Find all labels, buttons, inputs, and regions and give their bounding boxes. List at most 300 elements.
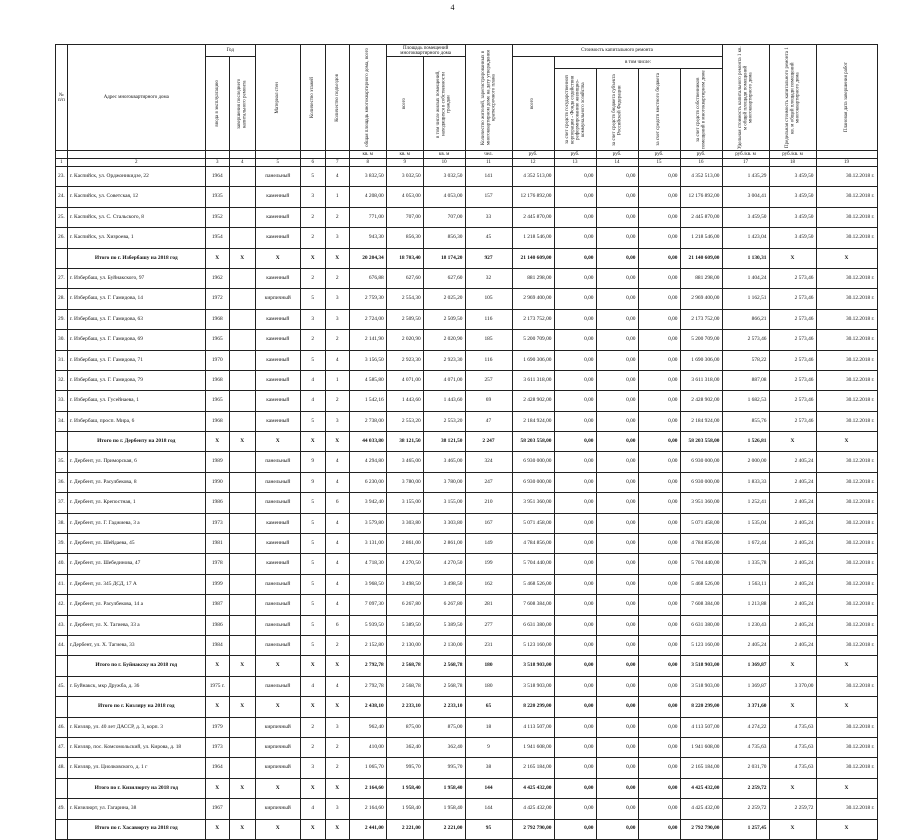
header-cost-total: всего	[512, 57, 554, 151]
table-cell: 2 792,78	[349, 676, 386, 696]
table-cell	[56, 819, 68, 839]
table-cell: 2 405,24	[769, 534, 816, 554]
table-cell: 0,00	[554, 676, 596, 696]
table-cell: 0,00	[596, 574, 638, 594]
column-number-cell: 17	[722, 159, 769, 167]
table-cell: 4 735,63	[769, 758, 816, 778]
table-cell: 2 020,90	[386, 330, 423, 350]
table-cell: 2 259,72	[722, 778, 769, 798]
unit-cell	[56, 151, 68, 159]
table-cell: 3 032,50	[386, 167, 423, 187]
table-cell: 0,00	[554, 574, 596, 594]
table-cell: 3 832,50	[349, 167, 386, 187]
table-row	[56, 574, 878, 594]
table-cell: 2 573,46	[769, 330, 816, 350]
table-cell: 3 518 903,00	[512, 676, 554, 696]
table-cell: кирпичный	[255, 737, 300, 757]
table-cell: 1935	[205, 187, 229, 207]
table-cell: 0,00	[596, 411, 638, 431]
table-cell: 30.12.2018 г.	[816, 350, 877, 370]
table-cell: 362,40	[386, 737, 423, 757]
table-row	[56, 309, 878, 329]
column-number-cell: 19	[816, 159, 877, 167]
table-cell: 5	[300, 411, 325, 431]
table-cell: 3	[325, 228, 349, 248]
table-cell: 1 162,51	[722, 289, 769, 309]
table-cell: 43.	[56, 615, 68, 635]
table-cell: 3	[300, 309, 325, 329]
table-cell: 38 121,50	[386, 432, 423, 452]
table-cell	[229, 534, 255, 554]
table-cell: 2 509,50	[423, 309, 465, 329]
table-cell: 887,08	[722, 370, 769, 390]
table-cell: 2 509,50	[386, 309, 423, 329]
table-cell: 30.12.2018 г.	[816, 554, 877, 574]
table-cell: 3 303,80	[386, 513, 423, 533]
subtotal-row	[56, 432, 878, 452]
column-number-cell: 1	[56, 159, 68, 167]
table-cell: 33	[465, 207, 512, 227]
table-cell: 4 071,00	[386, 370, 423, 390]
table-cell: 1972	[205, 289, 229, 309]
table-cell: 2 573,46	[769, 268, 816, 288]
table-cell: 95	[465, 819, 512, 839]
table-cell: 1954	[205, 228, 229, 248]
table-cell: 856,30	[423, 228, 465, 248]
table-cell: 9	[465, 737, 512, 757]
table-cell: 6 230,00	[349, 472, 386, 492]
table-cell: 0,00	[596, 350, 638, 370]
table-cell: 30.12.2018 г.	[816, 411, 877, 431]
table-cell: 69	[465, 391, 512, 411]
table-cell: 3 459,50	[769, 167, 816, 187]
table-cell: X	[229, 778, 255, 798]
table-cell: 1962	[205, 268, 229, 288]
table-cell: 0,00	[554, 167, 596, 187]
table-cell: 2 031,70	[722, 758, 769, 778]
table-cell: 36.	[56, 472, 68, 492]
table-row	[56, 228, 878, 248]
table-cell: 5	[300, 167, 325, 187]
table-cell	[229, 615, 255, 635]
table-cell: 3 156,50	[349, 350, 386, 370]
table-cell	[229, 513, 255, 533]
table-cell: 0,00	[638, 656, 680, 676]
table-row	[56, 289, 878, 309]
table-cell: 0,00	[638, 554, 680, 574]
table-row	[56, 595, 878, 615]
table-cell: 1975 г.	[205, 676, 229, 696]
table-cell: 0,00	[596, 187, 638, 207]
table-cell: 1 252,41	[722, 493, 769, 513]
address-cell: г. Буйнакск, мкр Дружба, д. 36	[67, 676, 205, 696]
table-cell: 1 690 306,00	[512, 350, 554, 370]
table-row	[56, 513, 878, 533]
table-cell: 2	[325, 391, 349, 411]
table-cell: 4 294,80	[349, 452, 386, 472]
table-cell: X	[255, 697, 300, 717]
header-unit-cost: Удельная стоимость капитального ремонта 1 кв. м общей площади помещений многоквартирного дома	[722, 45, 769, 151]
unit-cell: руб.	[554, 151, 596, 159]
address-cell: Итого по г. Избербашу на 2018 год	[67, 248, 205, 268]
table-row	[56, 350, 878, 370]
table-cell: 30.12.2018 г.	[816, 717, 877, 737]
header-address: Адрес многоквартирного дома	[67, 45, 205, 151]
table-cell: 2 164,60	[349, 778, 386, 798]
unit-cell	[255, 151, 300, 159]
table-cell: 2 759,30	[349, 289, 386, 309]
table-cell: 3 518 903,00	[680, 676, 722, 696]
table-cell: 4 071,00	[423, 370, 465, 390]
table-cell: 5	[300, 574, 325, 594]
table-cell: 3 131,00	[349, 534, 386, 554]
table-cell	[229, 167, 255, 187]
table-cell: 1 958,40	[423, 799, 465, 819]
table-cell: 362,40	[423, 737, 465, 757]
table-cell: 0,00	[638, 697, 680, 717]
table-cell: 2 792 790,00	[680, 819, 722, 839]
table-cell	[229, 330, 255, 350]
table-cell: каменный	[255, 228, 300, 248]
column-number-cell: 11	[465, 159, 512, 167]
table-cell: 39.	[56, 534, 68, 554]
table-cell: 231	[465, 635, 512, 655]
address-cell: г. Кизляр, ул. Циолковского, д. 1 г	[67, 758, 205, 778]
table-cell: 44 033,80	[349, 432, 386, 452]
table-cell: 29.	[56, 309, 68, 329]
column-number-cell: 14	[596, 159, 638, 167]
table-cell	[229, 268, 255, 288]
table-cell: 2 233,10	[423, 697, 465, 717]
table-cell: 1 672,44	[722, 534, 769, 554]
table-cell: 3 459,50	[722, 207, 769, 227]
table-cell: X	[255, 248, 300, 268]
address-cell: г. Кизляр, ул. 40 лет ДАССР, д. 3, корп. 3	[67, 717, 205, 737]
address-cell: г. Кизилюрт, ул. Гагарина, 38	[67, 799, 205, 819]
table-cell: 627,60	[423, 268, 465, 288]
table-cell: 1 218 546,00	[512, 228, 554, 248]
table-row	[56, 391, 878, 411]
table-cell: 1989	[205, 452, 229, 472]
table-cell: 4 425 432,00	[680, 799, 722, 819]
table-cell: 2 233,10	[386, 697, 423, 717]
table-cell: X	[769, 248, 816, 268]
table-cell	[229, 391, 255, 411]
table-cell: 5 704 440,00	[680, 554, 722, 574]
table-cell: 2	[300, 717, 325, 737]
table-cell: 30.12.2018 г.	[816, 534, 877, 554]
table-cell: 2 573,46	[722, 330, 769, 350]
table-cell: 30.12.2018 г.	[816, 330, 877, 350]
table-cell: 4 270,50	[423, 554, 465, 574]
table-cell: 141	[465, 167, 512, 187]
table-cell: 0,00	[638, 391, 680, 411]
table-cell: каменный	[255, 411, 300, 431]
table-cell: 5 200 709,00	[680, 330, 722, 350]
table-cell: 3	[300, 187, 325, 207]
table-cell: 0,00	[596, 248, 638, 268]
column-number-cell: 12	[512, 159, 554, 167]
table-cell: 58 203 558,00	[680, 432, 722, 452]
table-cell: 2 405,24	[769, 493, 816, 513]
table-cell: 1 958,40	[386, 799, 423, 819]
table-cell: X	[816, 778, 877, 798]
header-cost-subject: за счет средств бюджета субъекта Российской Федерации	[596, 69, 638, 151]
table-cell: 927	[465, 248, 512, 268]
table-cell: каменный	[255, 330, 300, 350]
table-cell: 5 123 160,00	[512, 635, 554, 655]
table-cell: 58 203 558,00	[512, 432, 554, 452]
table-row	[56, 717, 878, 737]
table-cell: 2 445 870,00	[512, 207, 554, 227]
table-cell: 995,70	[423, 758, 465, 778]
table-cell: X	[816, 432, 877, 452]
table-row	[56, 676, 878, 696]
column-number-cell: 7	[325, 159, 349, 167]
table-cell	[229, 493, 255, 513]
table-cell: 4	[325, 513, 349, 533]
table-cell: 1 213,88	[722, 595, 769, 615]
table-cell: 881 298,00	[680, 268, 722, 288]
table-cell: 1 535,04	[722, 513, 769, 533]
address-cell: Итого по г. Кизилюрту на 2018 год	[67, 778, 205, 798]
table-cell: 30.12.2018 г.	[816, 167, 877, 187]
table-cell: 0,00	[638, 534, 680, 554]
table-cell: каменный	[255, 350, 300, 370]
table-cell: 2 405,24	[769, 574, 816, 594]
table-cell: X	[325, 656, 349, 676]
table-cell: X	[205, 819, 229, 839]
address-cell: г. Кизляр, пос. Комсомольский, ул. Кирова, д. 18	[67, 737, 205, 757]
table-cell: 2 568,78	[386, 656, 423, 676]
table-cell: 3 004,41	[722, 187, 769, 207]
unit-cell	[67, 151, 205, 159]
table-cell: 8 220 299,00	[680, 697, 722, 717]
table-cell: 2	[300, 228, 325, 248]
table-cell: X	[255, 819, 300, 839]
table-row	[56, 268, 878, 288]
table-cell: 3 780,00	[423, 472, 465, 492]
table-cell: 1 443,60	[386, 391, 423, 411]
table-cell: 3 579,80	[349, 513, 386, 533]
subtotal-row	[56, 656, 878, 676]
table-row	[56, 615, 878, 635]
column-number-cell: 10	[423, 159, 465, 167]
table-cell: каменный	[255, 370, 300, 390]
table-cell: 5 071 458,00	[512, 513, 554, 533]
table-cell: X	[300, 656, 325, 676]
table-cell: 199	[465, 554, 512, 574]
address-cell: г. Дербент, ул. Крепостная, 1	[67, 493, 205, 513]
table-cell: 1 257,45	[722, 819, 769, 839]
table-cell: X	[255, 778, 300, 798]
table-cell: 0,00	[596, 758, 638, 778]
table-cell: 5 200 709,00	[512, 330, 554, 350]
table-cell: 0,00	[638, 309, 680, 329]
table-cell: 0,00	[596, 289, 638, 309]
table-cell: 2 568,78	[423, 676, 465, 696]
table-cell	[229, 758, 255, 778]
unit-cell	[816, 151, 877, 159]
table-header	[56, 45, 878, 167]
table-cell: 3 371,60	[722, 697, 769, 717]
table-cell: 1 443,60	[423, 391, 465, 411]
table-cell: 2 164,60	[349, 799, 386, 819]
table-cell: 1968	[205, 309, 229, 329]
table-cell: 6 930 000,00	[680, 452, 722, 472]
table-cell: 0,00	[554, 737, 596, 757]
address-cell: г. Дербент, ул. Расулбекова, 14 а	[67, 595, 205, 615]
table-cell: 0,00	[638, 370, 680, 390]
table-cell: 5 704 440,00	[512, 554, 554, 574]
table-cell: 0,00	[596, 799, 638, 819]
table-cell: X	[205, 778, 229, 798]
table-cell: 26.	[56, 228, 68, 248]
table-cell	[56, 778, 68, 798]
table-cell: X	[816, 819, 877, 839]
header-premises-all: всего	[386, 57, 423, 151]
table-cell: 2 020,90	[423, 330, 465, 350]
table-cell	[229, 737, 255, 757]
table-cell: 2	[325, 268, 349, 288]
table-cell: 2 969 400,00	[512, 289, 554, 309]
units-row	[56, 151, 878, 159]
table-cell: 18 174,20	[423, 248, 465, 268]
table-cell: 7 608 384,00	[512, 595, 554, 615]
table-cell: 2 923,30	[423, 350, 465, 370]
address-cell: Итого по г. Хасавюрту на 2018 год	[67, 819, 205, 839]
table-cell: 2 568,78	[423, 656, 465, 676]
table-cell: панельный	[255, 493, 300, 513]
table-cell: 0,00	[596, 228, 638, 248]
table-cell: 1 563,11	[722, 574, 769, 594]
table-cell	[229, 452, 255, 472]
table-cell: 3	[325, 799, 349, 819]
table-cell: 2 259,72	[722, 799, 769, 819]
table-cell: 30.12.2018 г.	[816, 228, 877, 248]
table-cell: 0,00	[554, 330, 596, 350]
table-cell: 144	[465, 778, 512, 798]
table-cell: 0,00	[638, 615, 680, 635]
table-cell: 0,00	[638, 268, 680, 288]
table-cell: 0,00	[596, 737, 638, 757]
table-row	[56, 737, 878, 757]
address-cell: г. Избербаш, ул. Г. Гамидова, 79	[67, 370, 205, 390]
table-cell	[229, 717, 255, 737]
table-cell: 20 204,34	[349, 248, 386, 268]
table-cell: 4 274,22	[722, 717, 769, 737]
table-cell: панельный	[255, 452, 300, 472]
table-cell: 30.12.2018 г.	[816, 758, 877, 778]
table-cell: X	[769, 778, 816, 798]
table-cell: 0,00	[638, 330, 680, 350]
table-cell	[229, 635, 255, 655]
table-cell: 6 267,80	[423, 595, 465, 615]
table-cell: 38 121,50	[423, 432, 465, 452]
table-cell: X	[229, 656, 255, 676]
table-cell: 30.12.2018 г.	[816, 513, 877, 533]
table-cell: 1981	[205, 534, 229, 554]
table-cell: 37.	[56, 493, 68, 513]
table-cell: 0,00	[596, 554, 638, 574]
table-cell: 1984	[205, 635, 229, 655]
table-cell: 2	[325, 758, 349, 778]
table-row	[56, 411, 878, 431]
table-cell: 4	[325, 676, 349, 696]
table-cell: 1952	[205, 207, 229, 227]
table-cell: 1 941 608,00	[680, 737, 722, 757]
header-num: № п/п	[56, 45, 68, 151]
table-cell: 3 968,50	[349, 574, 386, 594]
table-cell: 4 735,63	[722, 737, 769, 757]
table-cell: каменный	[255, 309, 300, 329]
table-cell: 116	[465, 309, 512, 329]
table-cell: 6 267,80	[386, 595, 423, 615]
table-cell: 4 425 432,00	[512, 778, 554, 798]
table-cell	[229, 676, 255, 696]
table-cell: 44.	[56, 635, 68, 655]
table-cell: 0,00	[596, 452, 638, 472]
column-number-cell: 8	[349, 159, 386, 167]
table-cell: 707,00	[423, 207, 465, 227]
table-cell: 875,00	[386, 717, 423, 737]
table-cell: 3 459,50	[769, 228, 816, 248]
table-row	[56, 758, 878, 778]
table-row	[56, 207, 878, 227]
table-cell: панельный	[255, 167, 300, 187]
address-cell: г. Каспийск, ул. Советская, 12	[67, 187, 205, 207]
table-cell: 2 573,46	[769, 370, 816, 390]
table-cell: 2 573,46	[769, 411, 816, 431]
table-cell: 0,00	[554, 615, 596, 635]
table-cell: 2 738,00	[349, 411, 386, 431]
table-cell: 1 404,24	[722, 268, 769, 288]
table-cell: 180	[465, 676, 512, 696]
subtotal-row	[56, 248, 878, 268]
table-cell: X	[325, 432, 349, 452]
table-cell: 578,22	[722, 350, 769, 370]
table-cell: 0,00	[638, 493, 680, 513]
table-cell: 995,70	[386, 758, 423, 778]
table-cell: 2 923,30	[386, 350, 423, 370]
table-cell: 4 352 513,00	[680, 167, 722, 187]
table-cell: 0,00	[554, 472, 596, 492]
header-cost-fund: за счет средств государственной корпорации - Фонда содействия реформированию жилищно-коммунального хозяйства	[554, 69, 596, 151]
table-cell: 0,00	[554, 595, 596, 615]
table-cell: 2 792,78	[349, 656, 386, 676]
table-cell: 1973	[205, 737, 229, 757]
table-cell: 0,00	[554, 432, 596, 452]
table-cell: 1987	[205, 595, 229, 615]
unit-cell	[229, 151, 255, 159]
table-cell: 5 468 526,00	[512, 574, 554, 594]
table-cell: 2	[300, 737, 325, 757]
table-cell: панельный	[255, 574, 300, 594]
capital-repair-table	[55, 44, 878, 840]
header-year-repair: завершения последнего капитального ремонта	[229, 57, 255, 151]
column-number-cell: 4	[229, 159, 255, 167]
table-cell: 4 053,00	[423, 187, 465, 207]
table-cell: 2 405,24	[769, 513, 816, 533]
table-cell: 3	[300, 758, 325, 778]
table-cell	[229, 799, 255, 819]
table-cell	[229, 207, 255, 227]
table-cell	[229, 309, 255, 329]
table-cell: 1 941 608,00	[512, 737, 554, 757]
table-cell: панельный	[255, 595, 300, 615]
table-cell: 2	[325, 330, 349, 350]
table-cell: 149	[465, 534, 512, 554]
